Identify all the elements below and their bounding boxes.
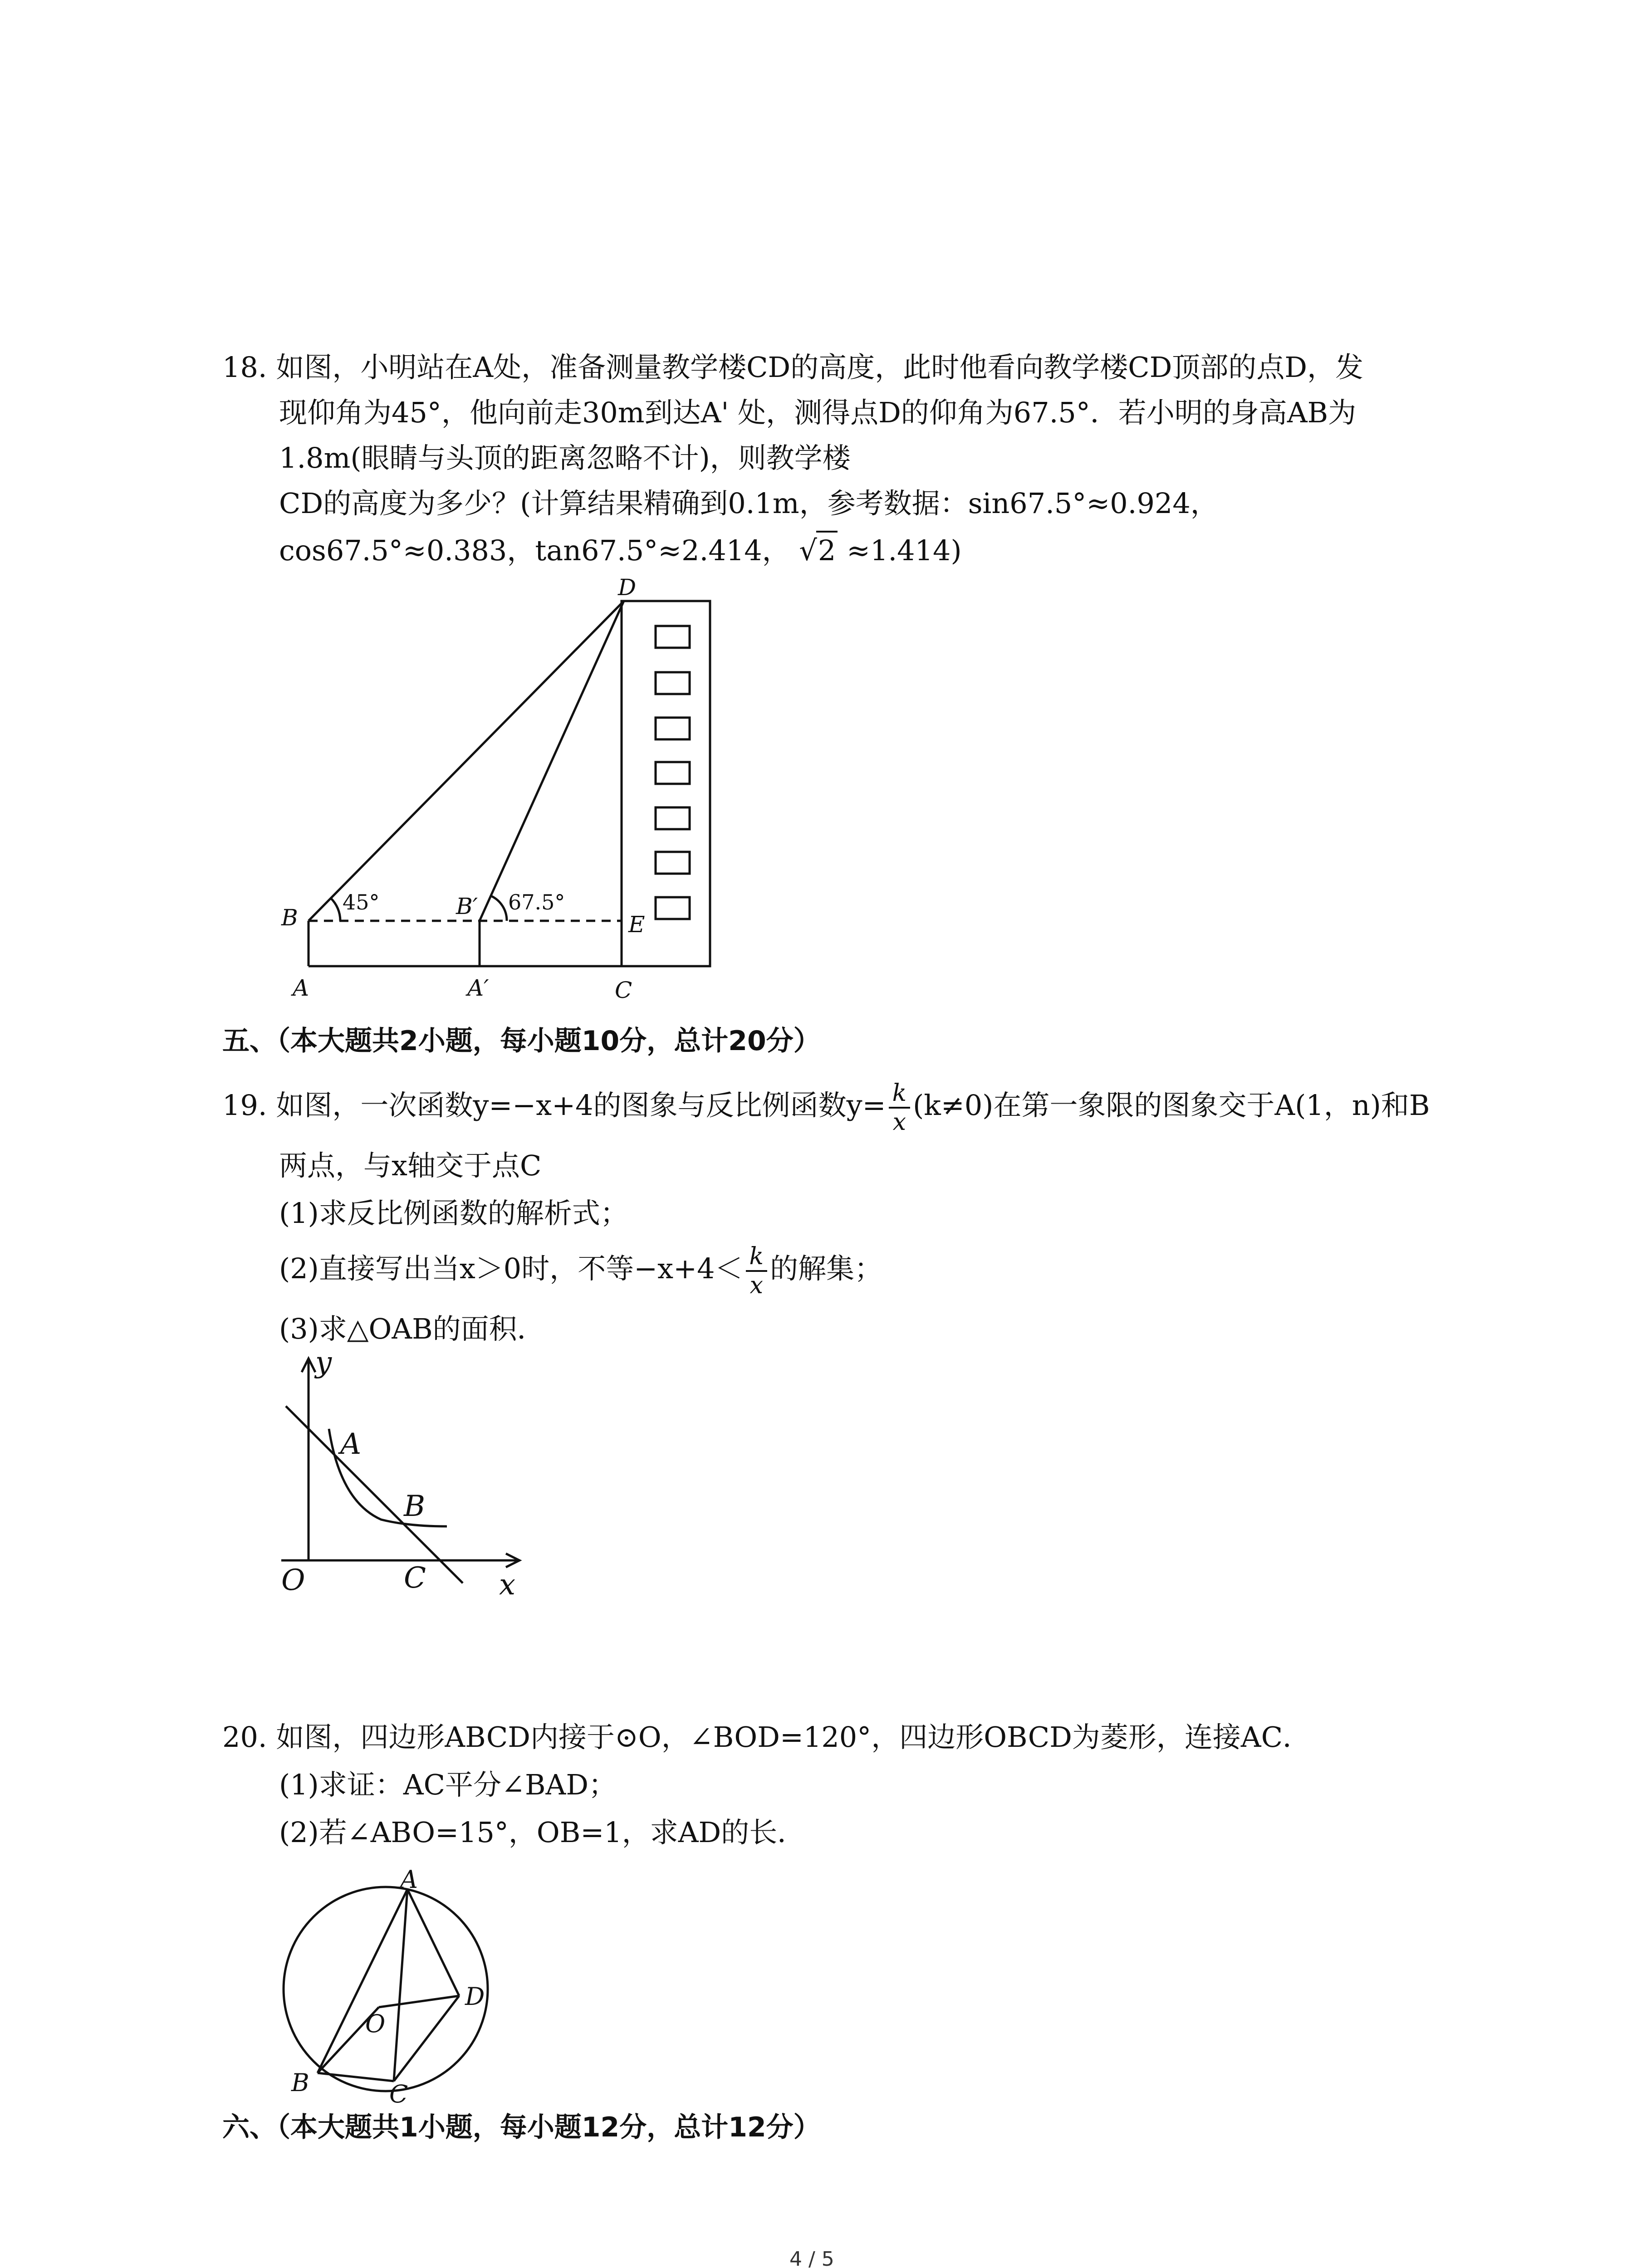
q19-figure — [272, 1352, 544, 1606]
q19-part-2b: 的解集； — [770, 1252, 883, 1286]
angle-arc-67 — [491, 896, 507, 921]
label-b: B — [281, 904, 298, 931]
label-e: E — [628, 911, 645, 938]
label-a: A — [340, 1427, 362, 1461]
page-number: 4 / 5 — [789, 2248, 834, 2268]
label-o: O — [365, 2009, 386, 2038]
q18-number: 18. — [222, 351, 267, 384]
sqrt-radicand: 2 — [816, 531, 838, 569]
window — [656, 807, 690, 829]
q20-part-1: (1)求证：AC平分∠BAD； — [279, 1768, 617, 1801]
label-b-prime: B′ — [456, 893, 478, 919]
q18-text-3: 1.8m(眼睛与头顶的距离忽略不计)，则教学楼 — [279, 441, 851, 474]
label-c: C — [404, 1561, 426, 1595]
label-d: D — [465, 1982, 485, 2011]
q19-line-1 — [222, 1080, 1430, 1136]
segment-ab — [318, 1889, 407, 2073]
window — [656, 626, 690, 648]
q20-figure — [272, 1869, 526, 2105]
segment-ac — [394, 1889, 407, 2081]
q19-part-3: (3)求△OAB的面积． — [279, 1312, 545, 1345]
window — [656, 718, 690, 739]
window — [656, 852, 690, 874]
q18-line-5 — [279, 531, 962, 569]
q19-text-2: 两点，与x轴交于点C — [279, 1149, 542, 1182]
label-angle-45: 45° — [343, 890, 380, 914]
label-angle-67: 67.5° — [508, 890, 565, 914]
section-6-heading: 六、（本大题共1小题，每小题12分，总计12分） — [222, 2112, 821, 2143]
label-y: y — [315, 1352, 332, 1379]
window — [656, 897, 690, 919]
label-a-prime: A′ — [467, 975, 489, 1001]
label-a: A — [400, 1869, 418, 1894]
fraction-k-over-x-2: $\frac{k}{x}$ — [746, 1243, 768, 1299]
q18-text-1: 如图，小明站在A处，准备测量教学楼CD的高度，此时他看向教学楼CD顶部的点D，发 — [276, 351, 1364, 384]
window — [656, 762, 690, 784]
label-d: D — [618, 574, 637, 601]
q20-text-1: 如图，四边形ABCD内接于⊙O，∠BOD=120°，四边形OBCD为菱形，连接AC． — [276, 1721, 1311, 1754]
q19-text-1a: 如图，一次函数y=−x+4的图象与反比例函数y= — [276, 1089, 886, 1122]
fraction-k-over-x: $\frac{k}{x}$ — [889, 1080, 911, 1136]
q19-part-1: (1)求反比例函数的解析式； — [279, 1197, 628, 1230]
q18-text-5a: cos67.5°≈0.383，tan67.5°≈2.414， — [279, 534, 790, 567]
sqrt-symbol: √ — [799, 534, 817, 567]
label-a: A — [293, 975, 309, 1001]
q18-text-2: 现仰角为45°，他向前走30m到达A' 处，测得点D的仰角为67.5°．若小明的身高AB为 — [279, 396, 1357, 429]
q20-part-2: (2)若∠ABO=15°，OB=1，求AD的长． — [279, 1816, 806, 1849]
label-o: O — [281, 1564, 305, 1597]
label-b: B — [291, 2068, 309, 2097]
segment-ad — [407, 1889, 459, 1996]
q18-text-4: CD的高度为多少？(计算结果精确到0.1m，参考数据：sin67.5°≈0.924， — [279, 487, 1219, 520]
q18-text-5b: ≈1.414) — [847, 534, 962, 567]
segment-bc — [318, 2073, 394, 2081]
label-c: C — [615, 977, 632, 1002]
segment-od — [379, 1996, 459, 2007]
q20-number: 20. — [222, 1721, 267, 1754]
q19-number: 19. — [222, 1089, 267, 1122]
q19-part-2 — [279, 1243, 882, 1299]
q19-part-2a: (2)直接写出当x＞0时，不等−x+4＜ — [279, 1252, 743, 1286]
label-x: x — [499, 1568, 516, 1602]
q18-line-1 — [222, 349, 1363, 386]
sight-line-bd — [309, 601, 624, 921]
label-b: B — [404, 1490, 426, 1523]
q18-figure — [272, 572, 744, 1002]
label-c: C — [389, 2080, 408, 2105]
angle-arc-45 — [331, 898, 340, 921]
sight-line-b-prime-d — [480, 601, 624, 921]
q20-line-1 — [222, 1719, 1311, 1755]
q19-text-1b: (k≠0)在第一象限的图象交于A(1，n)和B — [913, 1089, 1430, 1122]
linear-function-line — [286, 1406, 463, 1583]
window — [656, 672, 690, 694]
section-5-heading: 五、（本大题共2小题，每小题10分，总计20分） — [222, 1025, 821, 1057]
